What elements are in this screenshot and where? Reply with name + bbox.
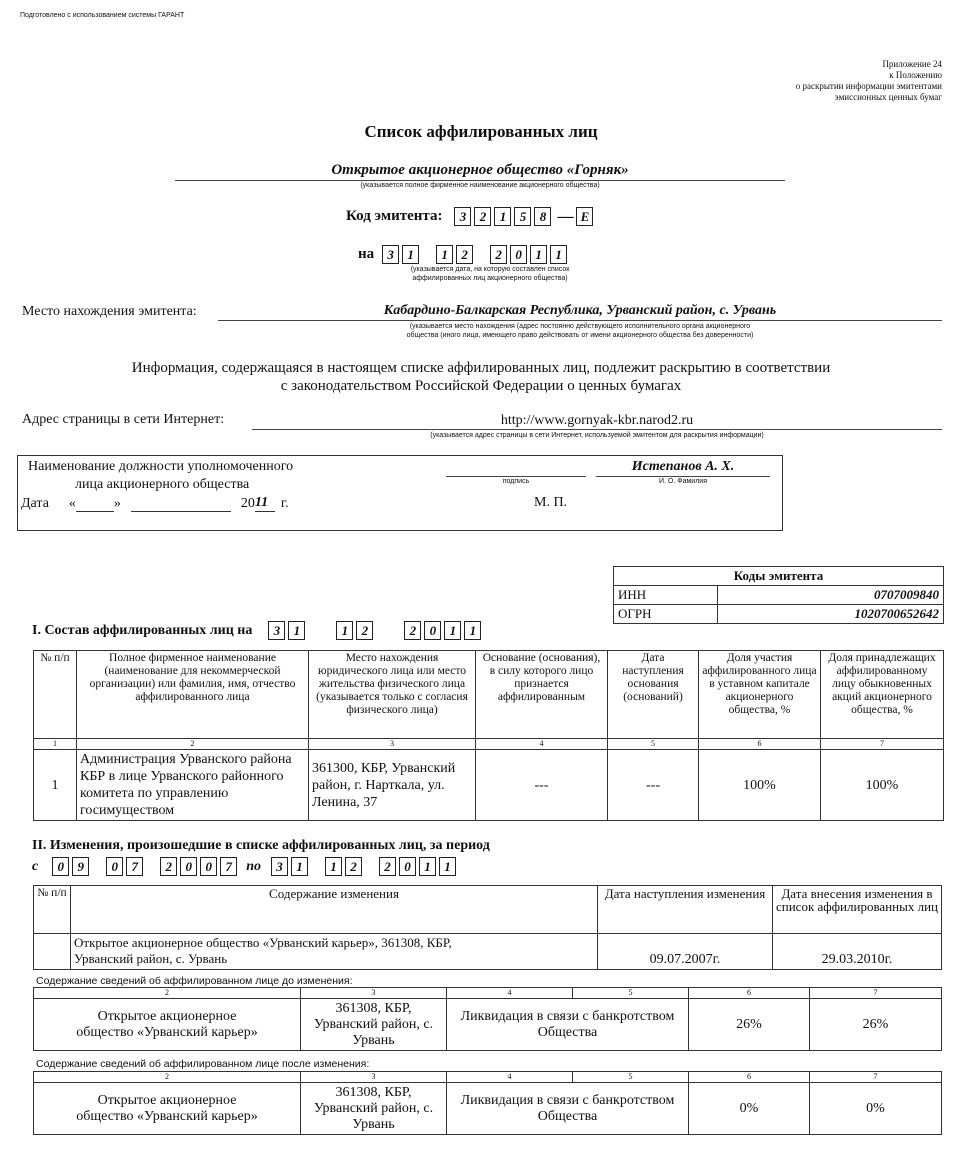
as-of-label: на [358, 246, 375, 262]
col-number: 3 [301, 988, 447, 999]
date-digit: 2 [404, 621, 421, 640]
affiliate-name: Администрация Урванского района КБР в лице Урванского районного комитета по управлению госимуществом [77, 750, 309, 821]
col-header: Доля участия аффилированного лица в уставном капитале акционерного общества, % [699, 651, 821, 739]
col-number: 7 [810, 1072, 942, 1083]
date-digit: 7 [126, 857, 143, 876]
as-of-hint [380, 265, 600, 283]
info-line: Информация, содержащаяся в настоящем списке аффилированных лиц, подлежит раскрытию в соответствии [131, 360, 831, 376]
year-suffix: 11 [255, 495, 275, 512]
date-digit: 3 [382, 245, 399, 264]
issuer-code [346, 207, 596, 226]
col-header: Дата внесения изменения в список аффилированных лиц [773, 886, 942, 934]
source-note: Подготовлено с использованием системы ГАРАНТ [20, 12, 185, 19]
date-digit: 0 [52, 857, 69, 876]
col-number: 5 [608, 739, 699, 750]
col-number: 5 [573, 988, 689, 999]
signature-date [21, 495, 289, 512]
signature-line [446, 476, 586, 477]
document-title: Список аффилированных лиц [364, 122, 598, 141]
web-address[interactable]: http://www.gornyak-kbr.narod2.ru [500, 413, 694, 428]
date-digit: 1 [444, 621, 461, 640]
date-digit: 1 [439, 857, 456, 876]
date-digit: 1 [291, 857, 308, 876]
table-row [34, 999, 942, 1051]
after-basis: Ликвидация в связи с банкротством Общества [447, 1083, 689, 1135]
period-from-label: с [32, 858, 39, 874]
hint-line: (указывается дата, на которую составлен список [410, 266, 570, 273]
col-number: 5 [573, 1072, 689, 1083]
company-name: Открытое акционерное общество «Горняк» [331, 162, 629, 178]
code-value: 0707009840 [718, 586, 944, 605]
year-prefix: 20 [240, 496, 255, 511]
affiliate-share: 100% [699, 750, 821, 821]
date-digit: 1 [436, 245, 453, 264]
signature-hint: подпись [502, 478, 530, 485]
changes-table [33, 885, 942, 970]
col-header: Содержание изменения [71, 886, 598, 934]
date-digit: 0 [510, 245, 527, 264]
col-number: 2 [34, 988, 301, 999]
after-share: 0% [689, 1083, 810, 1135]
table-row [34, 1083, 942, 1135]
hint-line: (указывается место нахождения (адрес постоянно действующего исполнительного органа акционерного [409, 323, 751, 330]
date-digit: 0 [200, 857, 217, 876]
date-digit: 2 [356, 621, 373, 640]
section1-title: I. Состав аффилированных лиц на [32, 622, 253, 638]
issuer-codes-table [613, 566, 944, 624]
period-to-label: по [246, 858, 262, 874]
date-digit: 0 [106, 857, 123, 876]
year-unit: г. [280, 496, 289, 511]
appendix-line: о раскрытии информации эмитентами [795, 81, 942, 91]
location-underline [218, 320, 942, 321]
location-label: Место нахождения эмитента: [22, 304, 197, 319]
col-number: 1 [34, 739, 77, 750]
before-label: Содержание сведений об аффилированном лице до изменения: [36, 975, 353, 987]
date-digit: 1 [288, 621, 305, 640]
after-name: Открытое акционерное общество «Урванский карьер» [34, 1083, 301, 1135]
before-place: 361308, КБР, Урванский район, с. Урвань [301, 999, 447, 1051]
after-place: 361308, КБР, Урванский район, с. Урвань [301, 1083, 447, 1135]
location-hint [218, 322, 942, 340]
row-number [34, 934, 71, 970]
col-header: Полное фирменное наименование (наименование для некоммерческой организации) или фамилия, имя, отчество аффилированного лица [77, 651, 309, 739]
section1-heading [32, 621, 484, 640]
appendix-line: к Положению [889, 70, 942, 80]
info-line: с законодательством Российской Федерации о ценных бумагах [280, 378, 682, 394]
web-label: Адрес страницы в сети Интернет: [22, 412, 225, 427]
disclosure-info [0, 359, 962, 395]
entry-date: 29.03.2010г. [773, 934, 942, 970]
date-digit: 1 [550, 245, 567, 264]
date-close-quote: » [113, 496, 121, 511]
code-value: 1020700652642 [718, 605, 944, 624]
issuer-code-label: Код эмитента: [346, 208, 443, 224]
company-underline [175, 180, 785, 181]
before-name: Открытое акционерное общество «Урванский карьер» [34, 999, 301, 1051]
col-number: 4 [447, 988, 573, 999]
code-digit: 1 [494, 207, 511, 226]
table-row [614, 605, 944, 624]
signatory-name: Истепанов А. Х. [631, 459, 735, 474]
table-row [34, 934, 942, 970]
date-digit: 1 [402, 245, 419, 264]
date-digit: 0 [424, 621, 441, 640]
col-header: Основание (основания), в силу которого лицо признается аффилированным [476, 651, 608, 739]
web-hint: (указывается адрес страницы в сети Интернет, используемой эмитентом для раскрытия информации) [430, 432, 764, 439]
col-header: Доля принадлежащих аффилированному лицу обыкновенных акций акционерного общества, % [821, 651, 944, 739]
date-digit: 1 [530, 245, 547, 264]
code-digit: 8 [534, 207, 551, 226]
col-number: 6 [699, 739, 821, 750]
col-header: № п/п [34, 886, 71, 934]
section2-period [32, 857, 459, 876]
col-number: 7 [821, 739, 944, 750]
date-digit: 2 [160, 857, 177, 876]
appendix-note [796, 59, 942, 103]
col-header: Дата наступления основания (оснований) [608, 651, 699, 739]
affiliate-common-share: 100% [821, 750, 944, 821]
date-open-quote: « [68, 496, 76, 511]
after-label: Содержание сведений об аффилированном лице после изменения: [36, 1058, 370, 1070]
code-dash: — [557, 207, 574, 225]
code-digit: 5 [514, 207, 531, 226]
affiliate-date: --- [608, 750, 699, 821]
codes-title: Коды эмитента [614, 567, 944, 586]
code-digit: 2 [474, 207, 491, 226]
date-digit: 1 [325, 857, 342, 876]
col-number: 4 [447, 1072, 573, 1083]
col-number: 2 [77, 739, 309, 750]
change-date: 09.07.2007г. [598, 934, 773, 970]
as-of-date [358, 245, 570, 264]
table-row [34, 750, 944, 821]
code-digit: 3 [454, 207, 471, 226]
hint-line: аффилированных лиц акционерного общества) [412, 275, 568, 282]
before-table [33, 987, 942, 1051]
date-digit: 2 [490, 245, 507, 264]
before-common: 26% [810, 999, 942, 1051]
after-table [33, 1071, 942, 1135]
date-digit: 3 [271, 857, 288, 876]
after-common: 0% [810, 1083, 942, 1135]
section2-title: II. Изменения, произошедшие в списке аффилированных лиц, за период [32, 838, 490, 853]
code-label: ИНН [614, 586, 718, 605]
stamp-label: М. П. [534, 495, 568, 510]
code-suffix: E [576, 207, 593, 226]
change-content: Открытое акционерное общество «Урванский карьер», 361308, КБР, Урванский район, с. Урвань [71, 934, 598, 970]
appendix-line: Приложение 24 [882, 59, 942, 69]
before-basis: Ликвидация в связи с банкротством Общества [447, 999, 689, 1051]
affiliate-basis: --- [476, 750, 608, 821]
affiliate-place: 361300, КБР, Урванский район, г. Нарткала, ул. Ленина, 37 [309, 750, 476, 821]
name-underline [596, 476, 770, 477]
date-digit: 2 [379, 857, 396, 876]
before-share: 26% [689, 999, 810, 1051]
position-title: Наименование должности уполномоченного [28, 459, 294, 474]
date-digit: 1 [419, 857, 436, 876]
date-digit: 3 [268, 621, 285, 640]
location-value: Кабардино-Балкарская Республика, Урванский район, с. Урвань [383, 303, 777, 318]
col-number: 2 [34, 1072, 301, 1083]
date-digit: 1 [464, 621, 481, 640]
web-underline [252, 429, 942, 430]
col-number: 6 [689, 1072, 810, 1083]
col-number: 3 [301, 1072, 447, 1083]
col-header: Место нахождения юридического лица или место жительства физического лица (указывается только с согласия физического лица) [309, 651, 476, 739]
date-digit: 2 [456, 245, 473, 264]
name-hint: И. О. Фамилия [659, 478, 707, 485]
hint-line: общества (иного лица, имеющего право действовать от имени акционерного общества без доверенности) [406, 332, 754, 339]
col-number: 6 [689, 988, 810, 999]
col-header: № п/п [34, 651, 77, 739]
table-row [614, 586, 944, 605]
date-digit: 9 [72, 857, 89, 876]
date-digit: 7 [220, 857, 237, 876]
company-hint: (указывается полное фирменное наименование акционерного общества) [360, 182, 600, 189]
col-number: 4 [476, 739, 608, 750]
col-header: Дата наступления изменения [598, 886, 773, 934]
date-digit: 1 [336, 621, 353, 640]
position-title-2: лица акционерного общества [75, 477, 250, 492]
date-digit: 0 [180, 857, 197, 876]
affiliates-table [33, 650, 944, 821]
row-number: 1 [34, 750, 77, 821]
appendix-line: эмиссионных ценных бумаг [834, 92, 942, 102]
date-digit: 2 [345, 857, 362, 876]
date-digit: 0 [399, 857, 416, 876]
code-label: ОГРН [614, 605, 718, 624]
date-label: Дата [21, 496, 49, 511]
col-number: 3 [309, 739, 476, 750]
col-number: 7 [810, 988, 942, 999]
